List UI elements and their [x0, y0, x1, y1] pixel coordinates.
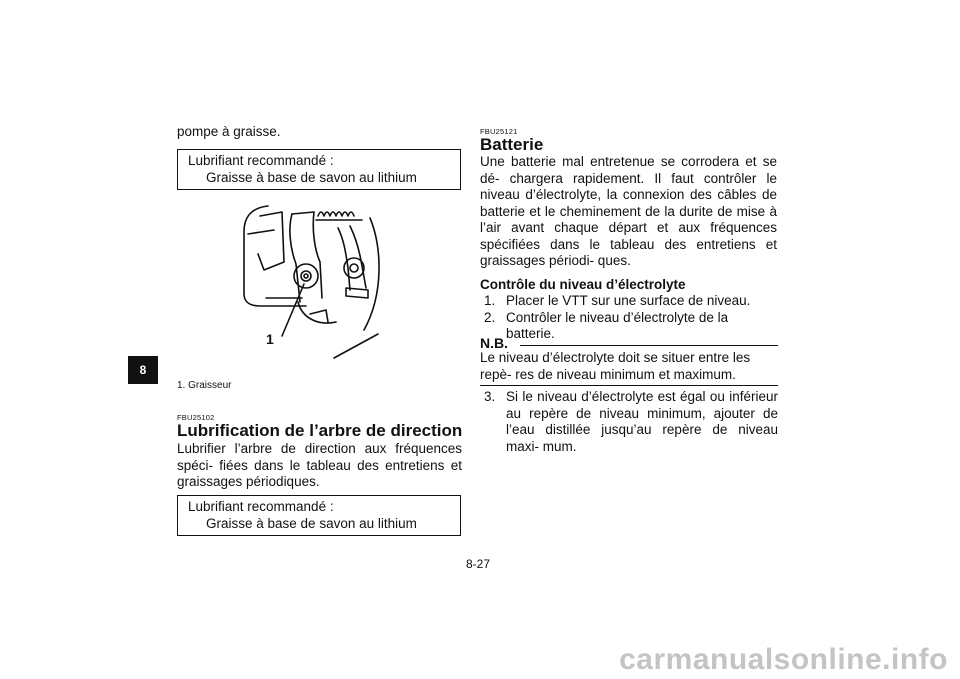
- nb-text: Le niveau d’électrolyte doit se situer entre les repè- res de niveau minimum et maximum.: [480, 350, 751, 382]
- step-text: Contrôler le niveau d’électrolyte de la batterie.: [506, 309, 729, 341]
- figure-callout: 1: [266, 331, 274, 347]
- section-code: FBU25121: [480, 127, 518, 136]
- lubricant-label: Lubrifiant recommandé :: [188, 499, 334, 514]
- battery-paragraph: Une batterie mal entretenue se corrodera et se dé- chargera rapidement. Il faut contrôler le niveau d’électrolyte, la connexion des câbles de batterie et le cheminement de la durite de mise à l’air avant chaque départ et aux fréquences spécifiées dans le tableau des entretiens et graissages périodi- ques.: [480, 154, 777, 268]
- subheading: Contrôle du niveau d’électrolyte: [480, 277, 686, 292]
- section-tab: 8: [128, 356, 158, 384]
- section-heading: Lubrification de l’arbre de direction: [177, 421, 463, 440]
- intro-text: pompe à graisse.: [177, 124, 281, 139]
- step-text: Si le niveau d’électrolyte est égal ou inférieur au repère de niveau minimum, ajouter de l’eau distillée jusqu’au repère de niveau maxi- mum.: [506, 389, 778, 454]
- step-text: Placer le VTT sur une surface de niveau.: [506, 293, 751, 308]
- list-item: [480, 293, 778, 310]
- lubricant-value: Graisse à base de savon au lithium: [206, 515, 417, 531]
- section-code: FBU25102: [177, 413, 215, 422]
- section-heading: Batterie: [480, 135, 544, 154]
- lubricant-value: Graisse à base de savon au lithium: [206, 169, 417, 185]
- grease-nipple-illustration: [238, 198, 388, 374]
- step-number: 2.: [484, 309, 496, 325]
- watermark: carmanualsonline.info: [619, 643, 948, 676]
- section-paragraph: Lubrifier l’arbre de direction aux fréquences spéci- fiées dans le tableau des entretiens et graissages périodiques.: [177, 441, 462, 489]
- lubricant-label: Lubrifiant recommandé :: [188, 153, 334, 168]
- list-item: [480, 389, 778, 455]
- figure-caption: 1. Graisseur: [177, 380, 232, 391]
- lubricant-box-1: [177, 149, 461, 190]
- nb-top-rule: [520, 345, 778, 346]
- step-number: 3.: [484, 389, 496, 404]
- nb-bottom-rule: [480, 385, 778, 386]
- lubricant-box-2: [177, 495, 461, 536]
- list-item: [480, 310, 778, 343]
- step-number: 1.: [484, 293, 496, 308]
- steps-list: [480, 293, 778, 343]
- page-number: 8-27: [466, 557, 491, 571]
- nb-label: N.B.: [480, 335, 508, 351]
